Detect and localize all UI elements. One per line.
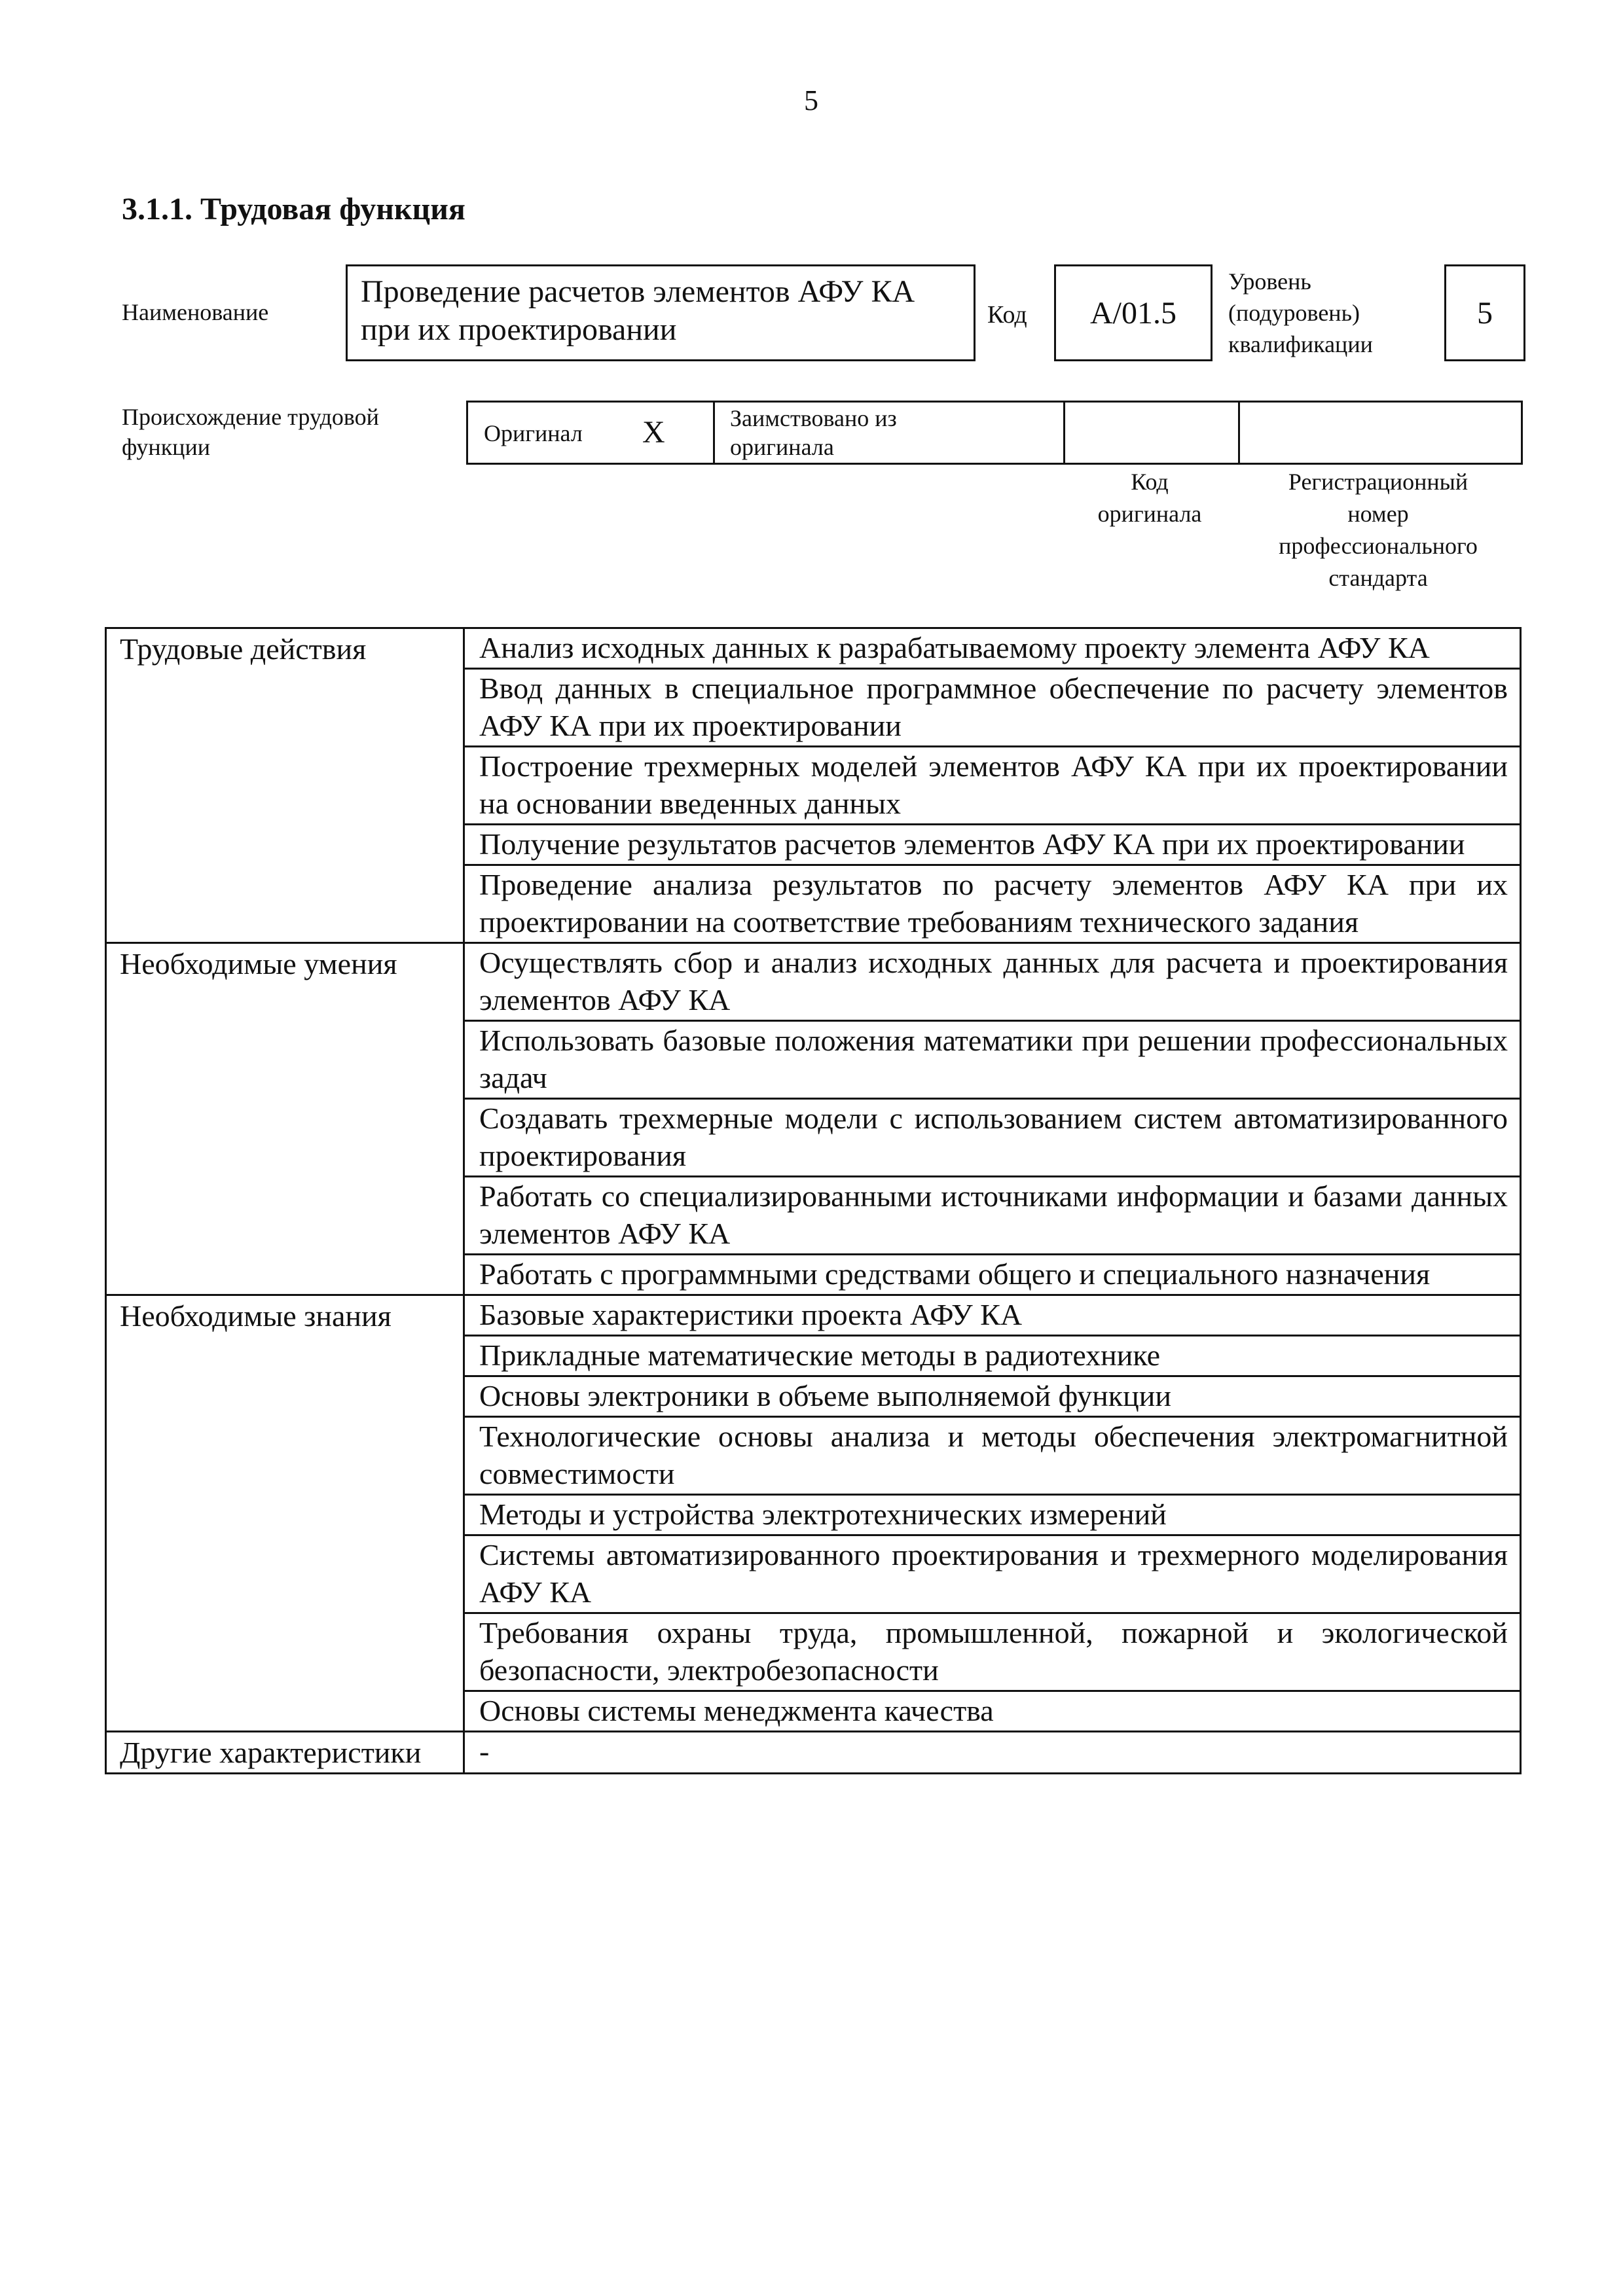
registration-caption-line1: Регистрационный (1288, 469, 1468, 495)
table-row (106, 943, 1521, 1021)
name-label: Наименование (122, 299, 269, 325)
level-label-line3: квалификации (1228, 331, 1373, 357)
table-row (106, 1732, 1521, 1774)
table-cell: Прикладные математические методы в радиотехнике (464, 1336, 1521, 1376)
registration-caption-line4: стандарта (1328, 565, 1428, 591)
table-cell: Системы автоматизированного проектирования и трехмерного моделирования АФУ КА (464, 1535, 1521, 1613)
original-label: Оригинал (484, 420, 583, 446)
table-cell: Методы и устройства электротехнических измерений (464, 1495, 1521, 1535)
table-cell: Работать с программными средствами общего и специального назначения (464, 1255, 1521, 1295)
page-number: 5 (804, 84, 818, 117)
table-cell: Основы электроники в объеме выполняемой функции (464, 1376, 1521, 1417)
table-cell: Ввод данных в специальное программное обеспечение по расчету элементов АФУ КА при их проектировании (464, 669, 1521, 747)
table-cell: Построение трехмерных моделей элементов АФУ КА при их проектировании на основании введенных данных (464, 747, 1521, 825)
code-original-caption-line1: Код (1131, 469, 1169, 495)
origin-table (466, 401, 1523, 465)
code-value: А/01.5 (1090, 295, 1176, 331)
level-label-line1: Уровень (1228, 268, 1311, 295)
origin-original-cell (468, 403, 715, 463)
origin-label-line1: Происхождение трудовой (122, 404, 379, 430)
table-cell: Использовать базовые положения математики при решении профессиональных задач (464, 1021, 1521, 1099)
level-value-box (1444, 264, 1525, 361)
table-row (106, 1295, 1521, 1336)
table-cell: - (464, 1732, 1521, 1774)
table-cell: Анализ исходных данных к разрабатываемому проекту элемента АФУ КА (464, 628, 1521, 669)
borrowed-label-line1: Заимствовано из (730, 405, 897, 431)
function-name-line2: при их проектировании (361, 312, 677, 347)
section-label-labor-actions: Трудовые действия (106, 628, 464, 943)
origin-divider-1 (1063, 403, 1065, 463)
registration-caption-line2: номер (1347, 501, 1409, 527)
table-cell: Базовые характеристики проекта АФУ КА (464, 1295, 1521, 1336)
level-value: 5 (1477, 295, 1493, 331)
borrowed-label-line2: оригинала (730, 434, 834, 460)
table-cell: Технологические основы анализа и методы обеспечения электромагнитной совместимости (464, 1417, 1521, 1495)
code-original-caption (1058, 466, 1241, 530)
table-cell: Создавать трехмерные модели с использованием систем автоматизированного проектирования (464, 1099, 1521, 1177)
section-label-required-skills: Необходимые умения (106, 943, 464, 1295)
borrowed-label (730, 404, 897, 461)
table-cell: Получение результатов расчетов элементов АФУ КА при их проектировании (464, 825, 1521, 865)
registration-caption-line3: профессионального (1279, 533, 1478, 559)
section-label-required-knowledge: Необходимые знания (106, 1295, 464, 1732)
function-name-box (346, 264, 976, 361)
code-label: Код (987, 301, 1027, 329)
table-cell: Проведение анализа результатов по расчету элементов АФУ КА при их проектировании на соответствие требованиям технического задания (464, 865, 1521, 943)
table-row (106, 628, 1521, 669)
table-cell: Осуществлять сбор и анализ исходных данных для расчета и проектирования элементов АФУ КА (464, 943, 1521, 1021)
table-cell: Основы системы менеджмента качества (464, 1691, 1521, 1732)
origin-label (122, 402, 379, 462)
section-title: 3.1.1. Трудовая функция (122, 192, 465, 226)
original-mark: X (642, 415, 665, 450)
origin-divider-2 (1238, 403, 1240, 463)
function-name-line1: Проведение расчетов элементов АФУ КА (361, 274, 915, 309)
function-details-table (105, 627, 1522, 1774)
code-value-box (1054, 264, 1213, 361)
origin-label-line2: функции (122, 434, 210, 460)
code-original-caption-line2: оригинала (1097, 501, 1202, 527)
section-label-other-characteristics: Другие характеристики (106, 1732, 464, 1774)
registration-number-caption (1231, 466, 1525, 594)
level-label-line2: (подуровень) (1228, 300, 1360, 326)
table-cell: Требования охраны труда, промышленной, пожарной и экологической безопасности, электробезопасности (464, 1613, 1521, 1691)
level-label (1228, 266, 1373, 360)
table-cell: Работать со специализированными источниками информации и базами данных элементов АФУ КА (464, 1177, 1521, 1255)
